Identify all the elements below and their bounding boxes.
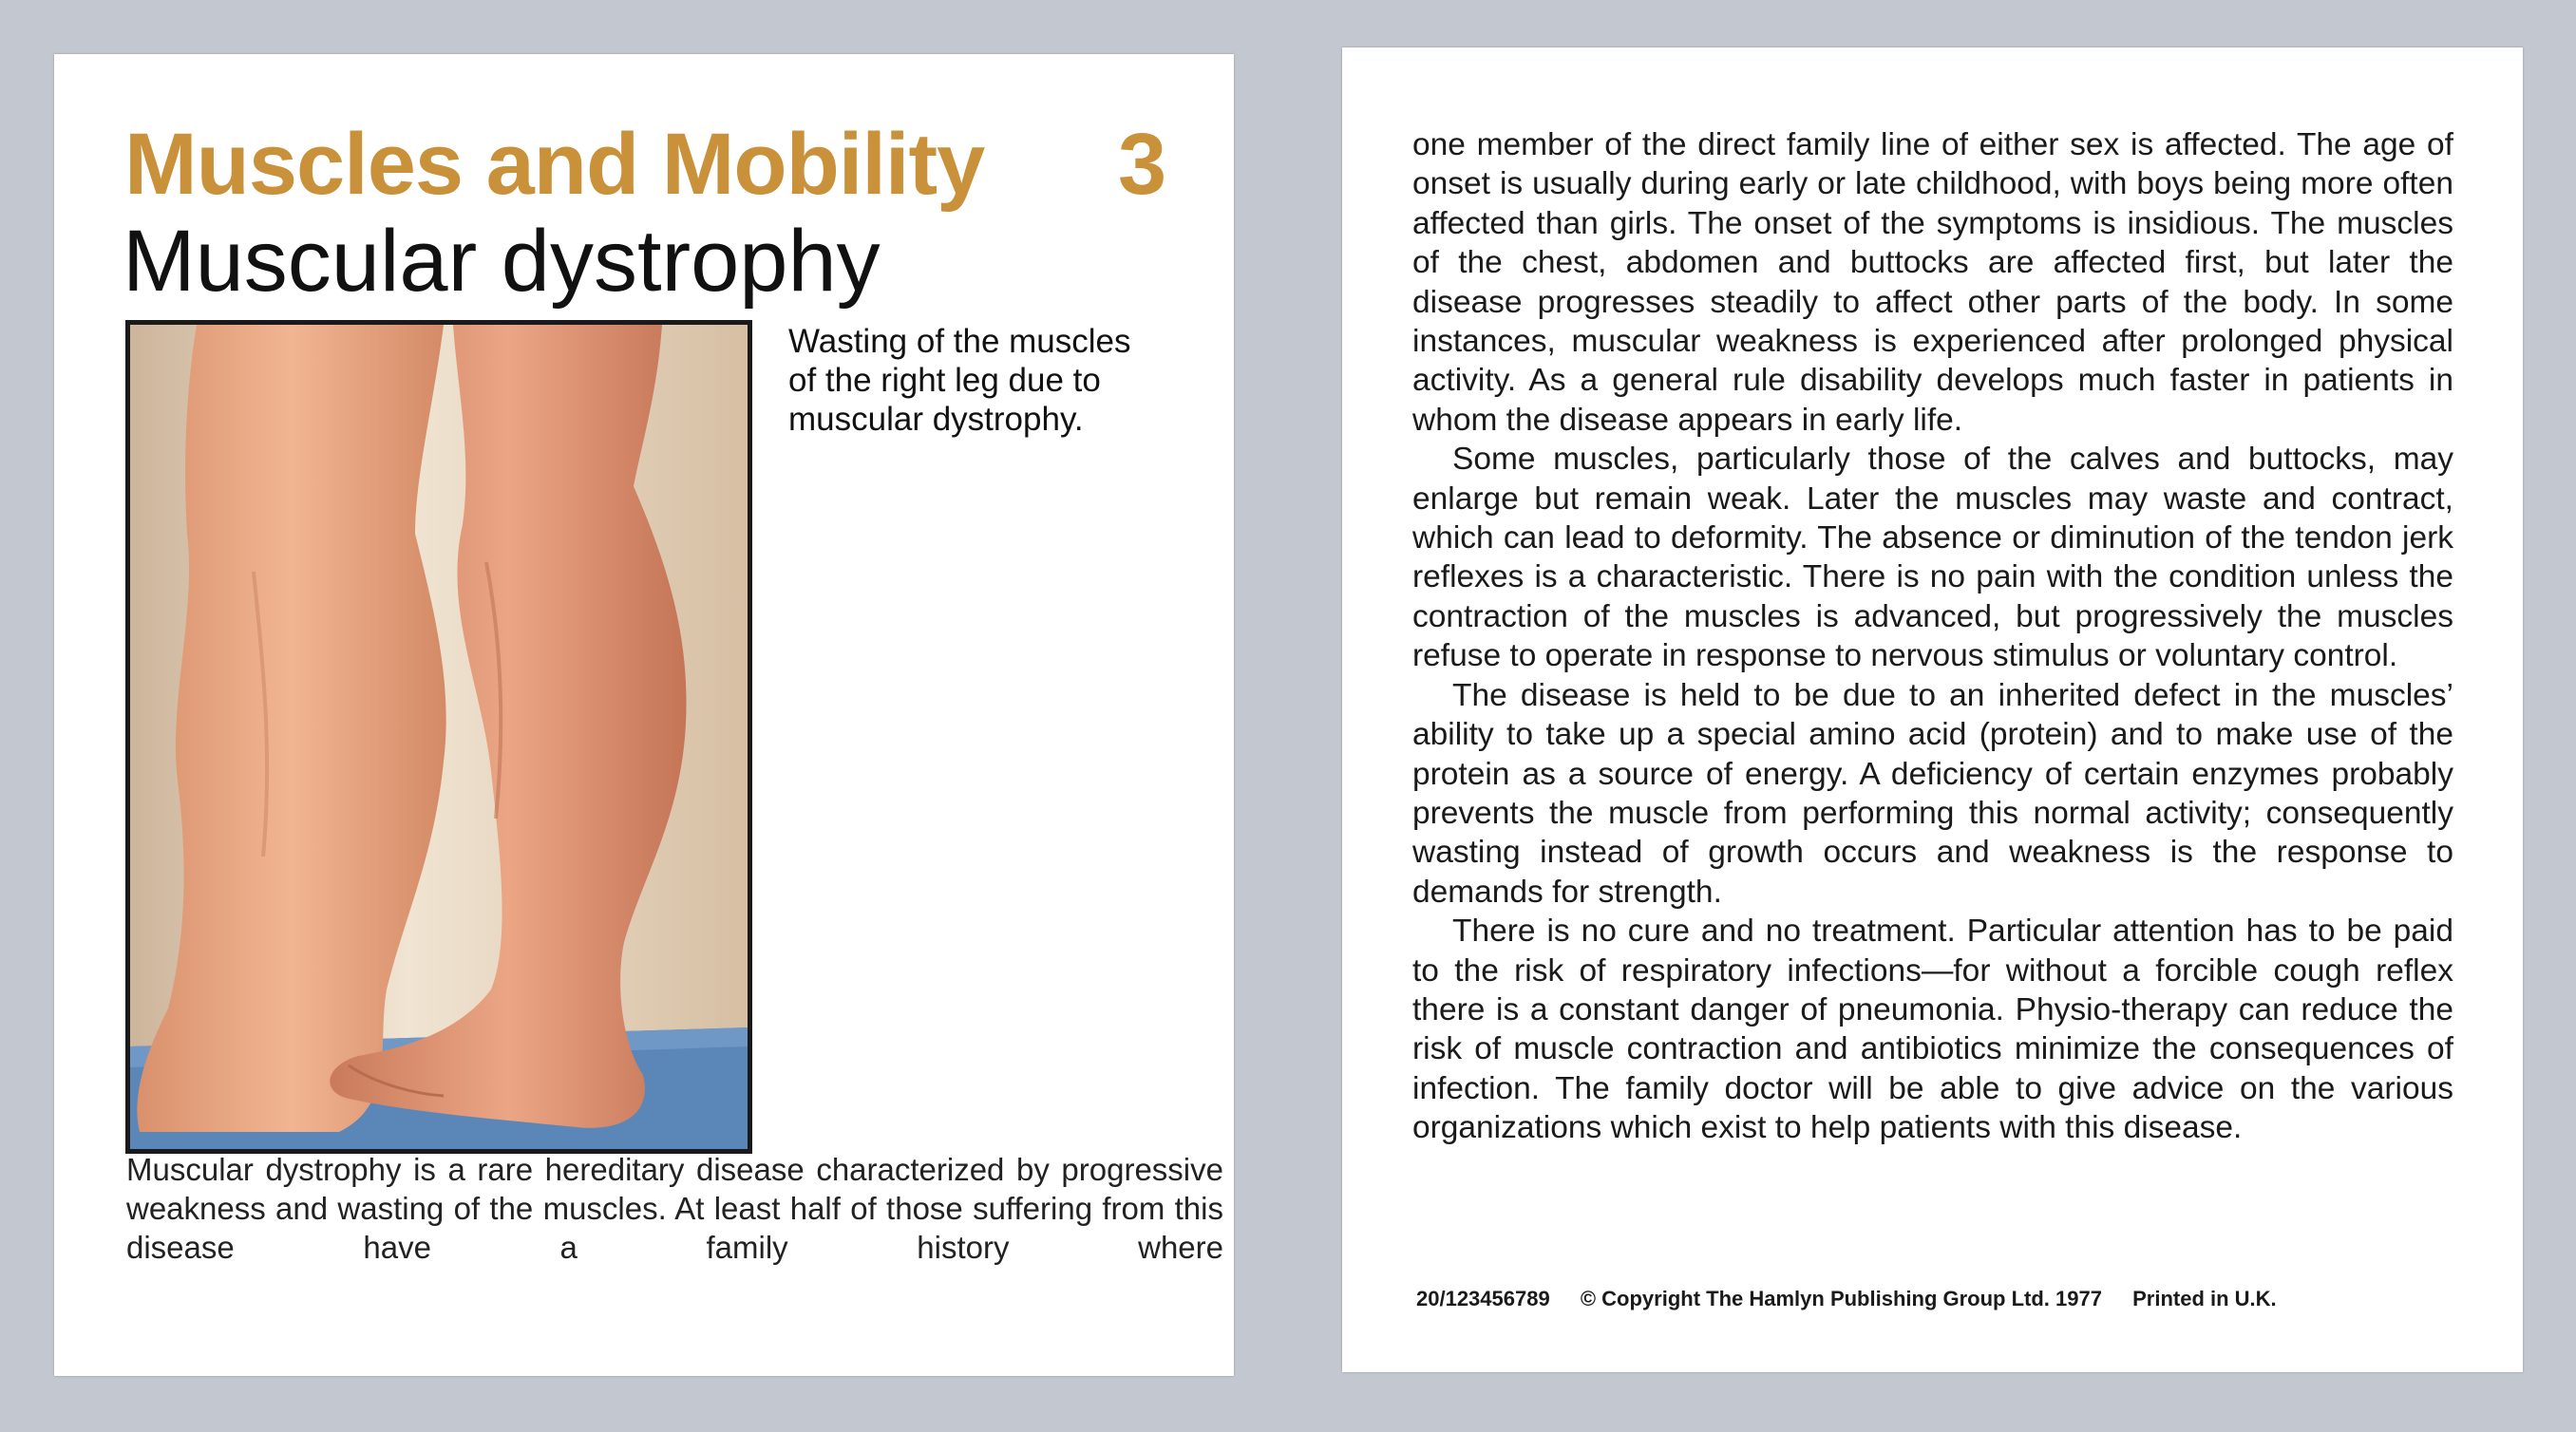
body-paragraph-3: The disease is held to be due to an inherited defect in the muscles’ ability to take up a special amino acid (protein) and to make use of the protein as a source of energy. A deficiency of certain enzymes probably prevents the muscle from performing this normal activity; consequently wasting instead of growth occurs and weakness is the response to demands for strength. (1412, 677, 2453, 910)
card-number: 3 (1118, 116, 1167, 213)
card-code: 20/123456789 (1416, 1287, 1550, 1310)
body-paragraph-2: Some muscles, particularly those of the calves and buttocks, may enlarge but remain weak. Later the muscles may waste and contract, which can lead to deformity. The absence or diminution of the tendon jerk reflexes is a characteristic. There is no pain with the condition unless the contraction of the muscles is advanced, but progressively the muscles refuse to operate in response to nervous stimulus or voluntary control. (1412, 442, 2453, 674)
legs-illustration (130, 325, 748, 1149)
copyright-notice: © Copyright The Hamlyn Publishing Group Ltd. 1977 (1580, 1287, 2102, 1310)
card-footer (1416, 1287, 2301, 1311)
card-back (1342, 47, 2523, 1372)
body-paragraph-1: one member of the direct family line of either sex is affected. The age of onset is usually during early or late childhood, with boys being more often affected than girls. The onset of the symptoms is insidious. The muscles of the chest, abdomen and buttocks are affected first, but later the disease progresses steadily to affect other parts of the body. In some instances, muscular weakness is experienced after prolonged physical activity. As a general rule disability develops much faster in patients in whom the disease appears in early life. (1412, 127, 2453, 438)
body-text (1412, 125, 2453, 1148)
series-title: Muscles and Mobility (124, 116, 985, 213)
legs-photo (125, 320, 752, 1154)
intro-text (126, 1150, 1223, 1267)
body-paragraph-4: There is no cure and no treatment. Particular attention has to be paid to the risk of respiratory infections—for without a forcible cough reflex there is a constant danger of pneumonia. Physio-therapy can reduce the risk of muscle contraction and antibiotics minimize the consequences of infection. The family doctor will be able to give advice on the various organizations which exist to help patients with this disease. (1412, 914, 2453, 1146)
intro-paragraph: Muscular dystrophy is a rare hereditary disease characterized by progressive weakness and wasting of the muscles. At least half of those suffering from this disease have a family history where (126, 1152, 1223, 1265)
printed-in: Printed in U.K. (2132, 1287, 2277, 1310)
card-title: Muscular dystrophy (123, 213, 881, 310)
card-front (54, 54, 1234, 1376)
photo-caption: Wasting of the muscles of the right leg due to muscular dystrophy. (788, 323, 1131, 438)
